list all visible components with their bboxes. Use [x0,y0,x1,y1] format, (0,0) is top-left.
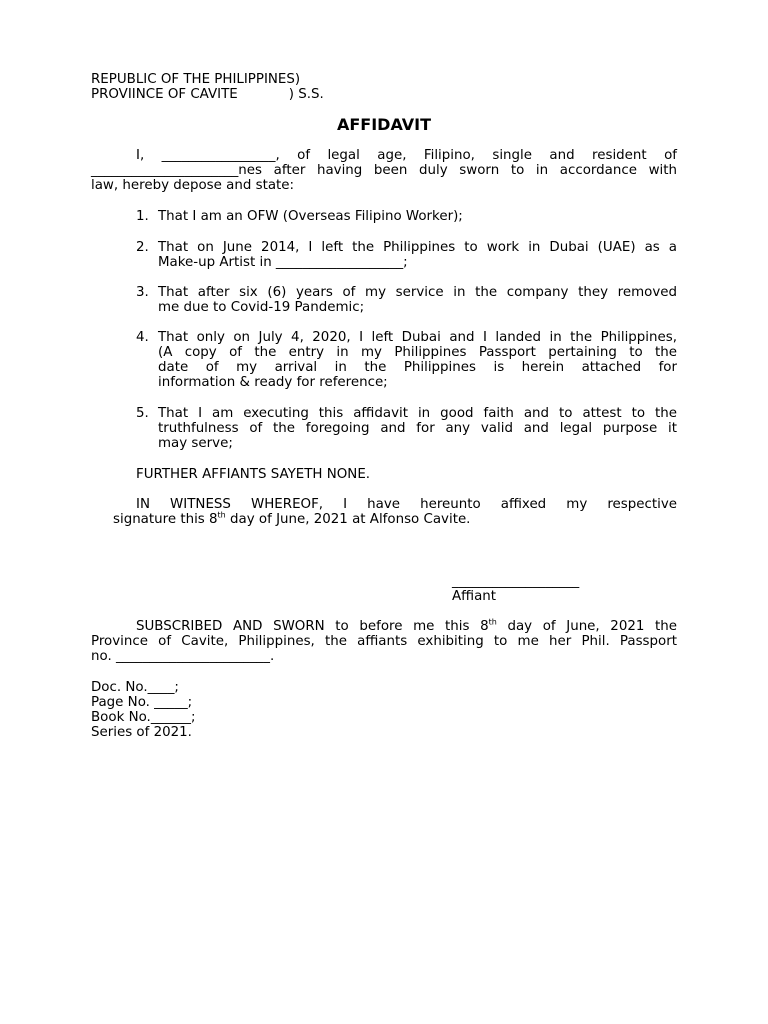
list-item [136,406,677,451]
item-text: information & ready for reference; [158,375,388,390]
header-province: PROVIINCE OF CAVITE ) S.S. [91,87,324,102]
jurat-text: SUBSCRIBED AND SWORN to before me this 8 [136,619,489,634]
list-item [136,209,677,224]
series-year: Series of 2021. [91,725,192,740]
list-item [136,330,677,390]
doc-number: Doc. No.____; [91,680,179,695]
venue-header [91,72,324,102]
item-text: (A copy of the entry in my Philippines Passport pertaining to the [158,345,677,360]
book-number: Book No.______; [91,710,196,725]
list-item [136,285,677,315]
item-number: 3. [136,285,149,300]
affiant-label: Affiant [452,589,497,604]
page-number: Page No. _____; [91,695,193,710]
header-republic: REPUBLIC OF THE PHILIPPINES) [91,72,301,87]
ordinal-suffix: th [488,617,497,627]
jurat-line-1 [91,619,677,634]
item-number: 4. [136,330,149,345]
item-text: Make-up Artist in ___________________; [158,255,408,270]
item-text: That on June 2014, I left the Philippines to work in Dubai (UAE) as a [158,240,677,255]
item-text: That only on July 4, 2020, I left Dubai and I landed in the Philippines, [158,330,677,345]
witness-paragraph [113,497,677,527]
witness-text: signature this 8 [113,512,218,527]
document-title: AFFIDAVIT [336,115,432,134]
intro-line-3: law, hereby depose and state: [91,178,295,193]
item-number: 2. [136,240,149,255]
intro-line-2: ______________________nes after having been duly sworn to in accordance with [91,163,677,178]
signature-line: ___________________ [452,574,580,589]
jurat-text: day of June, 2021 the [496,619,677,634]
witness-line-2 [113,512,677,527]
jurat-paragraph [91,619,677,664]
item-text: me due to Covid-19 Pandemic; [158,300,365,315]
affiant-signature-block [452,574,579,604]
intro-line-1: I, _________________, of legal age, Filipino, single and resident of [136,148,677,163]
item-text: That I am an OFW (Overseas Filipino Worker); [158,209,463,224]
item-number: 5. [136,406,149,421]
item-text: That after six (6) years of my service in the company they removed [158,285,677,300]
witness-line-1: IN WITNESS WHEREOF, I have hereunto affixed my respective [136,497,677,512]
list-item [136,240,677,270]
ordinal-suffix: th [217,510,226,520]
item-number: 1. [136,209,149,224]
jurat-line-3: no. _______________________. [91,649,275,664]
witness-text: day of June, 2021 at Alfonso Cavite. [225,512,471,527]
item-text: truthfulness of the foregoing and for any valid and legal purpose it [158,421,677,436]
item-text: date of my arrival in the Philippines is herein attached for [158,360,677,375]
intro-paragraph [91,148,677,193]
notarial-register [91,680,196,740]
further-affiants: FURTHER AFFIANTS SAYETH NONE. [136,467,371,482]
item-text: That I am executing this affidavit in good faith and to attest to the [158,406,677,421]
jurat-line-2: Province of Cavite, Philippines, the affiants exhibiting to me her Phil. Passport [91,634,677,649]
item-text: may serve; [158,436,233,451]
